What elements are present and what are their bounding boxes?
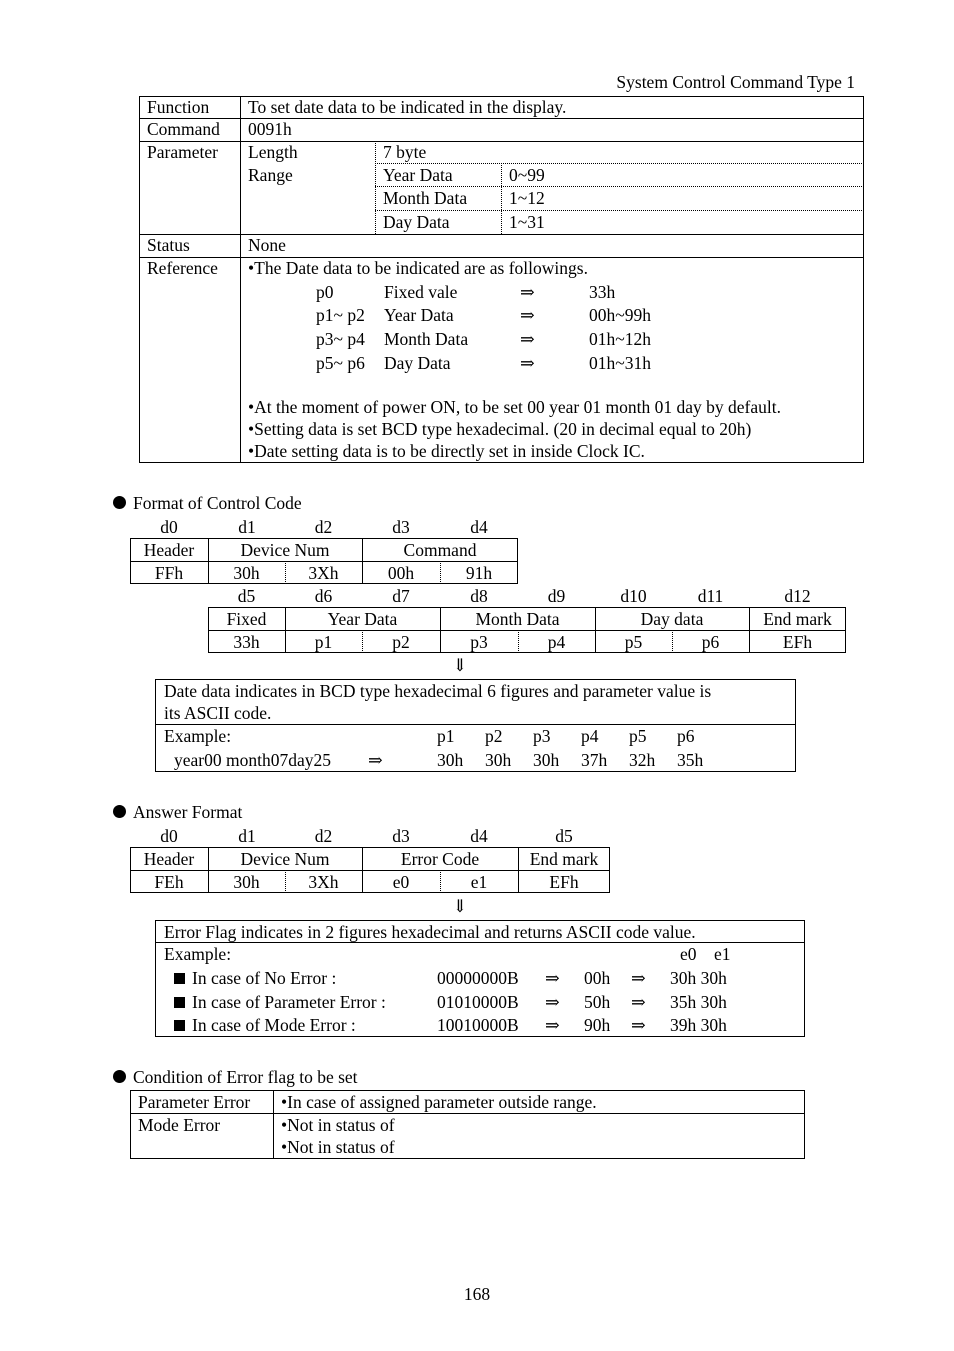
- value-cell: p2: [392, 632, 410, 652]
- length-value: 7 byte: [383, 142, 427, 162]
- command-cell: Command: [403, 540, 477, 560]
- page-number: 168: [463, 1284, 491, 1304]
- ref-value: 33h: [589, 282, 616, 302]
- ref-param: p0: [316, 282, 334, 302]
- byte-index: d1: [238, 517, 256, 537]
- example-param: p5: [629, 726, 647, 746]
- case-binary: 00000000B: [437, 968, 519, 988]
- square-bullet-icon: [174, 1020, 185, 1031]
- range-name: Day Data: [383, 212, 450, 232]
- value-cell: 30h: [233, 563, 260, 583]
- ref-arrow-icon: ⇒: [520, 305, 535, 325]
- case-arrow-icon: ⇒: [545, 992, 560, 1012]
- example-value: 30h: [533, 750, 560, 770]
- byte-index: d3: [392, 517, 410, 537]
- case-binary: 01010000B: [437, 992, 519, 1012]
- header-title: System Control Command Type 1: [616, 72, 855, 92]
- case-hex: 00h: [584, 968, 611, 988]
- mode-error-label: Mode Error: [138, 1115, 221, 1135]
- case-label: In case of No Error :: [192, 968, 337, 988]
- ref-value: 00h~99h: [589, 305, 651, 325]
- example-param: p6: [677, 726, 695, 746]
- byte-index: d10: [620, 586, 647, 606]
- ref-note: •Setting data is set BCD type hexadecimal. (20 in decimal equal to 20h): [248, 419, 752, 439]
- value-cell: EFh: [782, 632, 813, 652]
- value-cell: FEh: [154, 872, 184, 892]
- case-arrow-icon: ⇒: [631, 1015, 646, 1035]
- status-text: None: [248, 235, 286, 255]
- case-label: In case of Parameter Error :: [192, 992, 386, 1012]
- range-value: 1~12: [509, 188, 545, 208]
- down-arrow-icon: ⇓: [452, 896, 468, 916]
- case-hex: 90h: [584, 1015, 611, 1035]
- ref-note: •Date setting data is to be directly set in inside Clock IC.: [248, 441, 645, 461]
- condition-section-title: Condition of Error flag to be set: [133, 1067, 358, 1087]
- param-error-label: Parameter Error: [138, 1092, 251, 1112]
- ref-value: 01h~31h: [589, 353, 651, 373]
- reference-intro: •The Date data to be indicated are as followings.: [248, 258, 588, 278]
- value-cell: 91h: [465, 563, 493, 583]
- note-line: Error Flag indicates in 2 figures hexadecimal and returns ASCII code value.: [164, 922, 696, 942]
- byte-index: d4: [470, 517, 488, 537]
- example-param: p2: [485, 726, 503, 746]
- year-data-cell: Year Data: [327, 609, 398, 629]
- note-line: Date data indicates in BCD type hexadecimal 6 figures and parameter value is: [164, 681, 712, 701]
- mode-error-line: •Not in status of: [281, 1137, 395, 1157]
- bullet-icon: [113, 805, 126, 818]
- ref-name: Fixed vale: [384, 282, 458, 302]
- month-data-cell: Month Data: [475, 609, 560, 629]
- byte-index: d1: [238, 826, 256, 846]
- ref-arrow-icon: ⇒: [520, 282, 535, 302]
- function-label: Function: [147, 97, 210, 117]
- value-cell: 3Xh: [308, 563, 339, 583]
- byte-index: d0: [160, 517, 178, 537]
- byte-index: d6: [314, 586, 333, 606]
- command-text: 0091h: [248, 119, 292, 139]
- param-error-text: •In case of assigned parameter outside range.: [281, 1092, 597, 1112]
- case-arrow-icon: ⇒: [631, 992, 646, 1012]
- end-mark-cell: End mark: [529, 849, 599, 869]
- range-value: 0~99: [509, 165, 545, 185]
- example-value: 30h: [437, 750, 464, 770]
- byte-index: d2: [314, 826, 333, 846]
- byte-index: d4: [470, 826, 488, 846]
- example-value: 37h: [581, 750, 608, 770]
- error-code-cell: Error Code: [400, 849, 480, 869]
- mode-error-line: •Not in status of: [281, 1115, 395, 1135]
- example-arrow-icon: ⇒: [368, 750, 383, 770]
- value-cell: p3: [470, 632, 488, 652]
- case-binary: 10010000B: [437, 1015, 519, 1035]
- case-ascii: 30h 30h: [670, 968, 727, 988]
- fixed-cell: Fixed: [226, 609, 267, 629]
- range-value: 1~31: [509, 212, 545, 232]
- ref-name: Year Data: [384, 305, 454, 325]
- case-arrow-icon: ⇒: [545, 1015, 560, 1035]
- example-input: year00 month07day25: [174, 750, 331, 770]
- value-cell: e0: [392, 872, 410, 892]
- example-value: 35h: [677, 750, 704, 770]
- header-cell: Header: [143, 540, 195, 560]
- value-cell: p1: [314, 632, 333, 652]
- range-label: Range: [248, 165, 293, 185]
- range-name: Year Data: [383, 165, 453, 185]
- case-arrow-icon: ⇒: [545, 968, 560, 988]
- function-text: To set date data to be indicated in the display.: [248, 97, 567, 117]
- bullet-icon: [113, 496, 126, 509]
- byte-index: d11: [697, 586, 724, 606]
- example-label: Example:: [164, 726, 232, 746]
- ref-param: p3~ p4: [316, 329, 365, 349]
- ref-name: Month Data: [384, 329, 469, 349]
- example-value: 30h: [485, 750, 512, 770]
- reference-label: Reference: [147, 258, 218, 278]
- value-cell: p4: [547, 632, 566, 652]
- case-row: [174, 1015, 356, 1035]
- byte-index: d5: [237, 586, 256, 606]
- down-arrow-icon: ⇓: [452, 655, 468, 675]
- value-cell: 00h: [387, 563, 415, 583]
- ref-name: Day Data: [384, 353, 451, 373]
- e-headers: e0 e1: [680, 944, 731, 964]
- ref-param: p1~ p2: [316, 305, 365, 325]
- value-cell: e1: [470, 872, 488, 892]
- square-bullet-icon: [174, 973, 185, 984]
- ref-note: •At the moment of power ON, to be set 00 year 01 month 01 day by default.: [248, 397, 781, 417]
- device-num-cell: Device Num: [240, 849, 330, 869]
- byte-index: d9: [547, 586, 566, 606]
- note-line: its ASCII code.: [164, 703, 272, 723]
- byte-index: d0: [160, 826, 178, 846]
- parameter-label: Parameter: [147, 142, 218, 162]
- day-data-cell: Day data: [640, 609, 704, 629]
- bullet-icon: [113, 1070, 126, 1083]
- range-name: Month Data: [383, 188, 468, 208]
- value-cell: 30h: [233, 872, 260, 892]
- case-arrow-icon: ⇒: [631, 968, 646, 988]
- byte-index: d3: [392, 826, 410, 846]
- value-cell: p5: [624, 632, 643, 652]
- byte-index: d7: [392, 586, 410, 606]
- header-cell: Header: [143, 849, 195, 869]
- device-num-cell: Device Num: [240, 540, 330, 560]
- value-cell: EFh: [549, 872, 579, 892]
- case-row: [174, 968, 336, 988]
- value-cell: FFh: [154, 563, 184, 583]
- case-ascii: 39h 30h: [670, 1015, 727, 1035]
- example-param: p3: [533, 726, 551, 746]
- value-cell: 3Xh: [308, 872, 339, 892]
- case-label: In case of Mode Error :: [192, 1015, 356, 1035]
- byte-index: d2: [314, 517, 333, 537]
- command-label: Command: [147, 119, 220, 139]
- ref-arrow-icon: ⇒: [520, 329, 535, 349]
- ref-value: 01h~12h: [589, 329, 651, 349]
- example-label: Example:: [164, 944, 232, 964]
- length-label: Length: [248, 142, 298, 162]
- value-cell: 33h: [233, 632, 260, 652]
- case-row: [174, 992, 386, 1012]
- control-section-title: Format of Control Code: [133, 493, 302, 513]
- end-mark-cell: End mark: [763, 609, 832, 629]
- ref-param: p5~ p6: [316, 353, 365, 373]
- byte-index: d12: [784, 586, 811, 606]
- case-hex: 50h: [584, 992, 611, 1012]
- byte-index: d8: [470, 586, 488, 606]
- answer-section-title: Answer Format: [133, 802, 243, 822]
- status-label: Status: [147, 235, 190, 255]
- example-param: p4: [581, 726, 599, 746]
- value-cell: p6: [701, 632, 720, 652]
- example-value: 32h: [629, 750, 656, 770]
- example-param: p1: [437, 726, 455, 746]
- ref-arrow-icon: ⇒: [520, 353, 535, 373]
- square-bullet-icon: [174, 997, 185, 1008]
- case-ascii: 35h 30h: [670, 992, 727, 1012]
- byte-index: d5: [555, 826, 573, 846]
